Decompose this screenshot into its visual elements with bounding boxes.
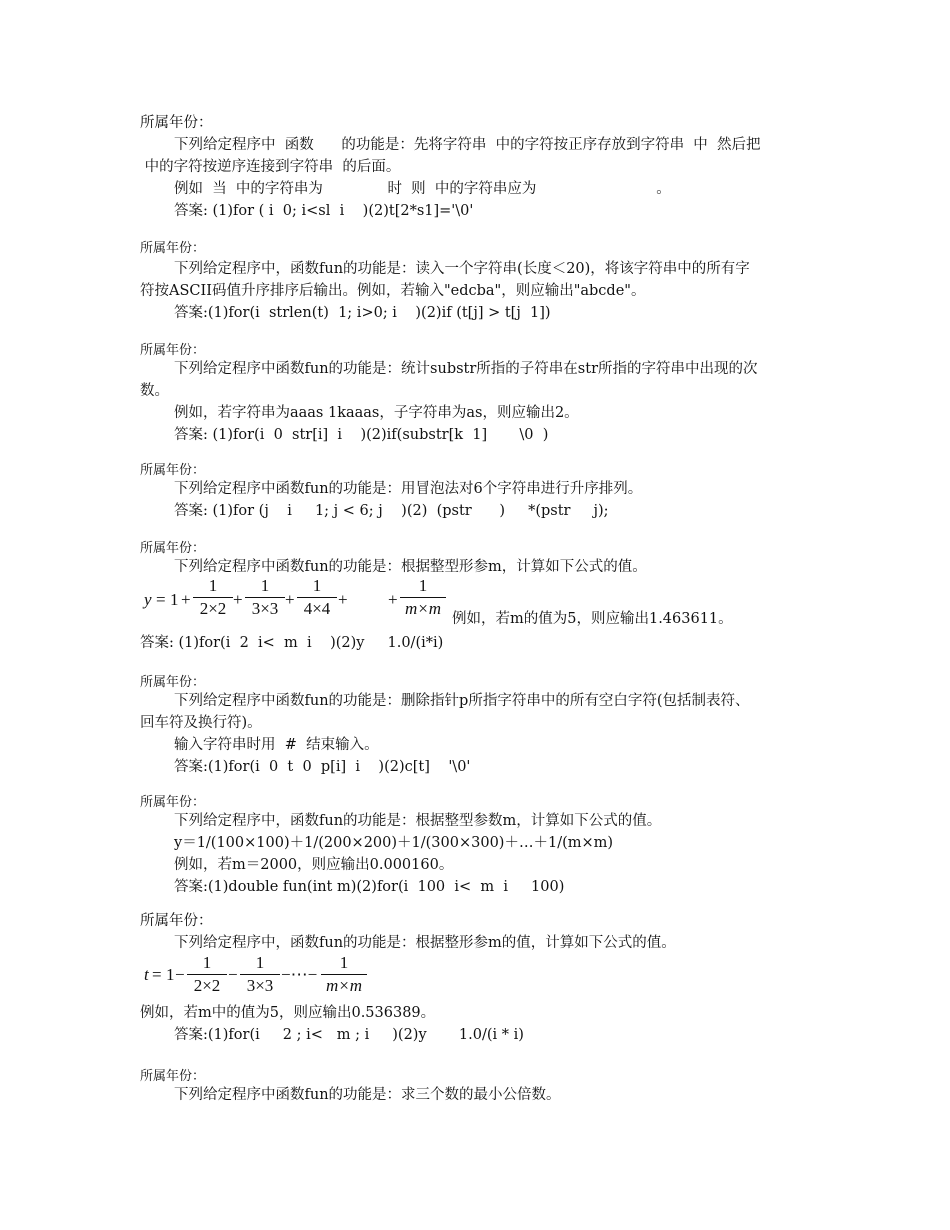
question-header: 所属年份： [140, 541, 206, 556]
formula-plus: + [181, 590, 191, 609]
question-text: 下列给定程序中函数fun的功能是：用冒泡法对6个字符串进行升序排列。 [174, 481, 643, 497]
fraction-term [245, 576, 285, 619]
formula-t [144, 953, 384, 1003]
question-text: 下列给定程序中函数fun的功能是：根据整型形参m，计算如下公式的值。 [174, 559, 647, 575]
fraction-term [297, 576, 337, 619]
question-header: 所属年份： [140, 115, 213, 131]
fraction-denominator: m×m [404, 599, 442, 618]
question-header: 所属年份： [140, 913, 213, 929]
formula-equals: = [152, 965, 162, 984]
question-header: 所属年份： [140, 241, 206, 256]
answer-text: 答案:(1)double fun(int m)(2)for(i 100 i< m i 100) [174, 879, 565, 895]
fraction-denominator: 3×3 [251, 599, 279, 618]
question-text: 回车符及换行符)。 [140, 715, 262, 731]
question-header: 所属年份： [140, 463, 206, 478]
question-text: 下列给定程序中，函数fun的功能是：根据整形参m的值，计算如下公式的值。 [174, 935, 676, 951]
fraction-numerator: 1 [418, 576, 428, 595]
formula-lhs: t [144, 965, 149, 984]
question-example: 例如，若m中的值为5，则应输出0.536389。 [140, 1005, 436, 1021]
question-text: 符按ASCII码值升序排序后输出。例如，若输入"edcba"，则应输出"abcde"。 [140, 283, 646, 299]
question-example: 例如，若m＝2000，则应输出0.000160。 [174, 857, 454, 873]
fraction-term [400, 576, 446, 619]
answer-text: 答案:(1)for(i strlen(t) 1; i>0; i )(2)if (t[j] > t[j 1]) [174, 305, 551, 321]
answer-text: 答案: (1)for ( i 0; i<sl i )(2)t[2*s1]='\0' [174, 203, 474, 219]
fraction-numerator: 1 [312, 576, 322, 595]
fraction-denominator: 2×2 [199, 599, 227, 618]
question-example: 例如，若m的值为5，则应输出1.463611。 [452, 611, 733, 627]
formula-plus: + [233, 590, 243, 609]
fraction-numerator: 1 [339, 953, 349, 972]
question-example: 例如 当 中的字符串为 时 则 中的字符串应为 。 [174, 181, 671, 197]
answer-text: 答案: (1)for(i 0 str[i] i )(2)if(substr[k 1] \0 ) [174, 427, 549, 443]
question-header: 所属年份： [140, 343, 206, 358]
question-text: 中的字符按逆序连接到字符串 的后面。 [140, 159, 401, 175]
fraction-term [321, 953, 367, 996]
question-example: 例如，若字符串为aaas 1kaaas，子字符串为as，则应输出2。 [174, 405, 579, 421]
fraction-numerator: 1 [208, 576, 218, 595]
formula-plus: + [285, 590, 295, 609]
question-note: 输入字符串时用 # 结束输入。 [174, 737, 379, 753]
formula-one: 1 [170, 590, 179, 609]
formula-ellipsis: −⋯− [281, 965, 318, 984]
answer-text: 答案: (1)for (j i 1; j < 6; j )(2) (pstr ) *(pstr j); [174, 503, 609, 519]
question-text: 下列给定程序中，函数fun的功能是：读入一个字符串(长度＜20)，将该字符串中的所有字 [174, 261, 750, 277]
formula-equals: = [156, 590, 166, 609]
fraction-term [187, 953, 227, 996]
fraction-denominator: 2×2 [193, 976, 221, 995]
question-text: 下列给定程序中 函数 的功能是：先将字符串 中的字符按正序存放到字符串 中 然后把 [174, 137, 761, 153]
formula-one: 1 [166, 965, 175, 984]
fraction-term [193, 576, 233, 619]
fraction-denominator: m×m [325, 976, 363, 995]
answer-text: 答案:(1)for(i 0 t 0 p[i] i )(2)c[t] '\0' [174, 759, 471, 775]
formula-plus: + [338, 590, 348, 609]
formula-text: y＝1/(100×100)＋1/(200×200)＋1/(300×300)＋…＋1/(m×m) [174, 835, 614, 851]
formula-plus: + [388, 590, 398, 609]
answer-text: 答案: (1)for(i 2 i< m i )(2)y 1.0/(i*i) [140, 635, 444, 651]
fraction-denominator: 4×4 [303, 599, 331, 618]
question-text: 下列给定程序中，函数fun的功能是：根据整型参数m，计算如下公式的值。 [174, 813, 662, 829]
fraction-term [240, 953, 280, 996]
question-text: 数。 [140, 383, 169, 399]
fraction-numerator: 1 [255, 953, 265, 972]
fraction-numerator: 1 [202, 953, 212, 972]
question-header: 所属年份： [140, 1069, 206, 1084]
question-header: 所属年份： [140, 675, 206, 690]
fraction-denominator: 3×3 [246, 976, 274, 995]
question-text: 下列给定程序中函数fun的功能是：求三个数的最小公倍数。 [174, 1087, 561, 1103]
formula-minus: − [228, 965, 238, 984]
formula-y [144, 576, 464, 626]
formula-minus: − [175, 965, 185, 984]
fraction-numerator: 1 [260, 576, 270, 595]
formula-lhs: y [144, 590, 152, 609]
question-header: 所属年份： [140, 795, 206, 810]
answer-text: 答案:(1)for(i 2 ; i< m ; i )(2)y 1.0/(i * i) [174, 1027, 524, 1043]
question-text: 下列给定程序中函数fun的功能是：统计substr所指的子符串在str所指的字符串中出现的次 [174, 361, 758, 377]
question-text: 下列给定程序中函数fun的功能是：删除指针p所指字符串中的所有空白字符(包括制表符、 [174, 693, 750, 709]
